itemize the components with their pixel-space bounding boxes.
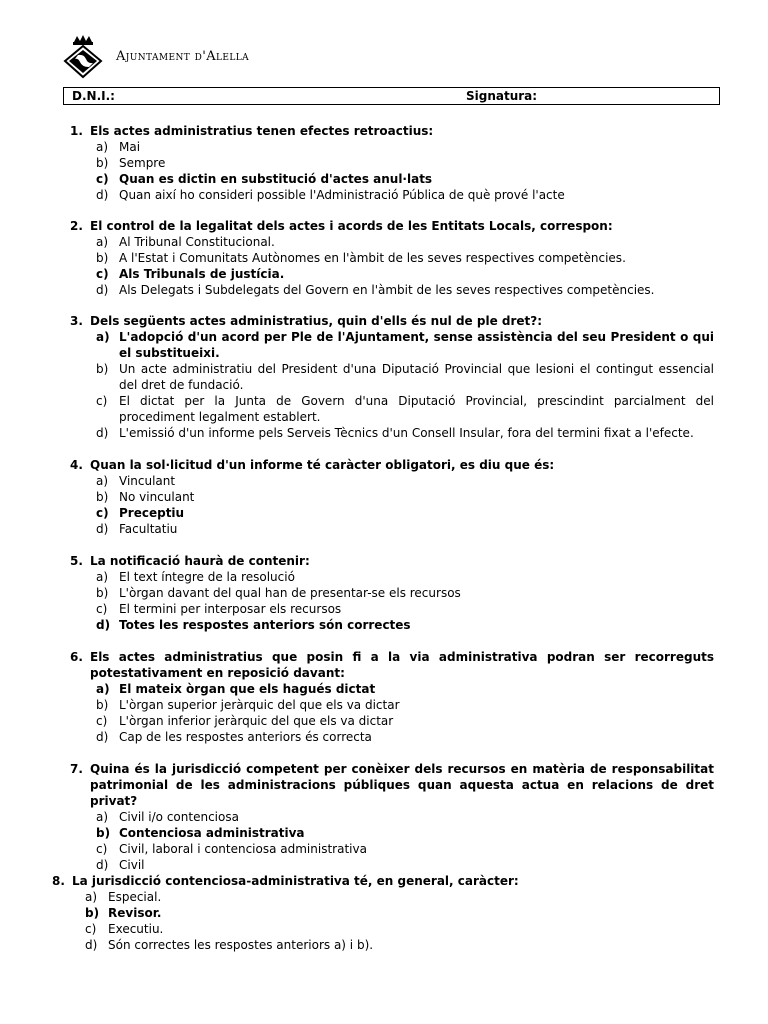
option-label: b) bbox=[96, 698, 109, 712]
option-b bbox=[96, 825, 714, 841]
options-list bbox=[96, 569, 714, 633]
option-c bbox=[96, 841, 714, 857]
option-a bbox=[96, 139, 714, 155]
option-label: c) bbox=[96, 267, 109, 281]
option-label: a) bbox=[96, 810, 109, 824]
option-label: a) bbox=[96, 330, 110, 344]
option-label: d) bbox=[96, 730, 109, 744]
option-b bbox=[96, 155, 714, 171]
options-list bbox=[96, 139, 714, 203]
option-label: d) bbox=[96, 858, 109, 872]
coat-of-arms-logo bbox=[60, 33, 106, 79]
question-title bbox=[70, 457, 714, 473]
option-text: No vinculant bbox=[119, 490, 195, 504]
option-label: c) bbox=[96, 842, 108, 856]
option-b bbox=[85, 905, 714, 921]
option-text: Vinculant bbox=[119, 474, 176, 488]
option-label: c) bbox=[96, 714, 108, 728]
options-list bbox=[96, 473, 714, 537]
question-number: 4. bbox=[70, 458, 83, 472]
option-label: a) bbox=[96, 140, 109, 154]
option-label: d) bbox=[85, 938, 98, 952]
question-title bbox=[70, 123, 714, 139]
option-a bbox=[96, 329, 714, 361]
question-text: Els actes administratius que posin fi a la via administrativa podran ser recorreguts potestativament en reposició davant: bbox=[90, 650, 714, 680]
option-d bbox=[96, 187, 714, 203]
option-text: El dictat per la Junta de Govern d'una Diputació Provincial, prescindint parcialment del procediment legalment establert. bbox=[119, 394, 714, 424]
option-label: c) bbox=[96, 172, 109, 186]
option-a bbox=[96, 473, 714, 489]
page-header bbox=[60, 34, 249, 78]
option-label: a) bbox=[96, 235, 109, 249]
option-text: L'òrgan davant del qual han de presentar-se els recursos bbox=[119, 586, 461, 600]
question-number: 5. bbox=[70, 554, 83, 568]
question-title bbox=[52, 873, 714, 889]
option-label: a) bbox=[96, 570, 109, 584]
question-text: Quan la sol·licitud d'un informe té caràcter obligatori, es diu que és: bbox=[90, 458, 555, 472]
option-text: L'adopció d'un acord per Ple de l'Ajuntament, sense assistència del seu President o qui el substitueixi. bbox=[119, 330, 714, 360]
question-title bbox=[70, 761, 714, 809]
option-text: L'òrgan superior jeràrquic del que els va dictar bbox=[119, 698, 400, 712]
option-c bbox=[96, 393, 714, 425]
option-b bbox=[96, 250, 714, 266]
option-c bbox=[96, 171, 714, 187]
question-number: 2. bbox=[70, 219, 83, 233]
option-label: d) bbox=[96, 618, 111, 632]
option-text: Civil bbox=[119, 858, 145, 872]
option-b bbox=[96, 697, 714, 713]
question-text: La notificació haurà de contenir: bbox=[90, 554, 310, 568]
option-text: Un acte administratiu del President d'una Diputació Provincial que lesioni el contingut essencial del dret de fundació. bbox=[119, 362, 714, 392]
option-label: d) bbox=[96, 188, 109, 202]
option-text: L'emissió d'un informe pels Serveis Tècnics d'un Consell Insular, fora del termini fixat a l'efecte. bbox=[119, 426, 694, 440]
option-text: Als Delegats i Subdelegats del Govern en l'àmbit de les seves respectives competències. bbox=[119, 283, 655, 297]
question-5 bbox=[70, 553, 714, 633]
option-text: Civil, laboral i contenciosa administrativa bbox=[119, 842, 367, 856]
option-c bbox=[96, 601, 714, 617]
option-d bbox=[96, 521, 714, 537]
signature-label: Signatura: bbox=[466, 89, 538, 103]
organization-name: Ajuntament d'Alella bbox=[116, 48, 250, 64]
option-text: L'òrgan inferior jeràrquic del que els va dictar bbox=[119, 714, 394, 728]
option-d bbox=[96, 617, 714, 633]
option-label: a) bbox=[96, 682, 110, 696]
option-c bbox=[85, 921, 714, 937]
option-label: d) bbox=[96, 283, 109, 297]
option-a bbox=[96, 234, 714, 250]
question-text: El control de la legalitat dels actes i acords de les Entitats Locals, correspon: bbox=[90, 219, 613, 233]
option-d bbox=[96, 282, 714, 298]
option-a bbox=[85, 889, 714, 905]
option-text: Al Tribunal Constitucional. bbox=[119, 235, 275, 249]
option-label: c) bbox=[85, 922, 97, 936]
question-number: 7. bbox=[70, 762, 83, 776]
question-6 bbox=[70, 649, 714, 745]
option-text: Especial. bbox=[108, 890, 162, 904]
option-label: b) bbox=[96, 826, 111, 840]
option-text: Civil i/o contenciosa bbox=[119, 810, 239, 824]
question-2 bbox=[70, 218, 714, 298]
option-label: c) bbox=[96, 394, 108, 408]
option-text: A l'Estat i Comunitats Autònomes en l'àmbit de les seves respectives competències. bbox=[119, 251, 626, 265]
question-text: Els actes administratius tenen efectes retroactius: bbox=[90, 124, 434, 138]
question-title bbox=[70, 218, 714, 234]
dni-label: D.N.I.: bbox=[72, 89, 115, 103]
question-8 bbox=[52, 873, 714, 953]
question-title bbox=[70, 553, 714, 569]
question-text: La jurisdicció contenciosa-administrativa té, en general, caràcter: bbox=[72, 874, 519, 888]
option-c bbox=[96, 505, 714, 521]
option-d bbox=[85, 937, 714, 953]
option-label: c) bbox=[96, 506, 109, 520]
question-number: 6. bbox=[70, 650, 83, 664]
option-text: Totes les respostes anteriors són correctes bbox=[119, 618, 411, 632]
option-a bbox=[96, 681, 714, 697]
option-label: b) bbox=[96, 156, 109, 170]
option-a bbox=[96, 569, 714, 585]
option-c bbox=[96, 266, 714, 282]
option-label: b) bbox=[96, 490, 109, 504]
option-label: b) bbox=[96, 362, 109, 376]
option-c bbox=[96, 713, 714, 729]
options-list bbox=[96, 809, 714, 873]
options-list bbox=[96, 234, 714, 298]
option-text: El text íntegre de la resolució bbox=[119, 570, 295, 584]
option-text: El termini per interposar els recursos bbox=[119, 602, 342, 616]
option-text: Facultatiu bbox=[119, 522, 178, 536]
option-text: Mai bbox=[119, 140, 141, 154]
question-number: 3. bbox=[70, 314, 83, 328]
option-text: Als Tribunals de justícia. bbox=[119, 267, 285, 281]
option-label: b) bbox=[96, 586, 109, 600]
question-1 bbox=[70, 123, 714, 203]
option-text: El mateix òrgan que els hagués dictat bbox=[119, 682, 376, 696]
question-number: 1. bbox=[70, 124, 83, 138]
option-d bbox=[96, 425, 714, 441]
question-text: Quina és la jurisdicció competent per conèixer dels recursos en matèria de responsabilitat patrimonial de les administracions públiques quan aquesta actua en relacions de dret privat? bbox=[90, 762, 714, 808]
id-signature-box bbox=[63, 87, 720, 105]
question-title bbox=[70, 649, 714, 681]
options-list bbox=[85, 889, 714, 953]
option-d bbox=[96, 857, 714, 873]
option-b bbox=[96, 489, 714, 505]
question-3 bbox=[70, 313, 714, 441]
option-a bbox=[96, 809, 714, 825]
option-label: a) bbox=[96, 474, 109, 488]
option-text: Quan es dictin en substitució d'actes anul·lats bbox=[119, 172, 433, 186]
option-label: a) bbox=[85, 890, 98, 904]
option-text: Sempre bbox=[119, 156, 166, 170]
question-text: Dels següents actes administratius, quin d'ells és nul de ple dret?: bbox=[90, 314, 543, 328]
question-7 bbox=[70, 761, 714, 873]
option-text: Contenciosa administrativa bbox=[119, 826, 305, 840]
option-label: c) bbox=[96, 602, 108, 616]
option-label: d) bbox=[96, 426, 109, 440]
question-4 bbox=[70, 457, 714, 537]
option-label: d) bbox=[96, 522, 109, 536]
options-list bbox=[96, 329, 714, 441]
option-label: b) bbox=[96, 251, 109, 265]
options-list bbox=[96, 681, 714, 745]
option-text: Preceptiu bbox=[119, 506, 185, 520]
option-b bbox=[96, 361, 714, 393]
option-d bbox=[96, 729, 714, 745]
option-text: Executiu. bbox=[108, 922, 164, 936]
option-text: Quan així ho consideri possible l'Administració Pública de què prové l'acte bbox=[119, 188, 565, 202]
option-text: Revisor. bbox=[108, 906, 162, 920]
option-label: b) bbox=[85, 906, 100, 920]
question-number: 8. bbox=[52, 874, 65, 888]
option-text: Són correctes les respostes anteriors a) i b). bbox=[108, 938, 374, 952]
option-b bbox=[96, 585, 714, 601]
option-text: Cap de les respostes anteriors és correcta bbox=[119, 730, 372, 744]
question-title bbox=[70, 313, 714, 329]
